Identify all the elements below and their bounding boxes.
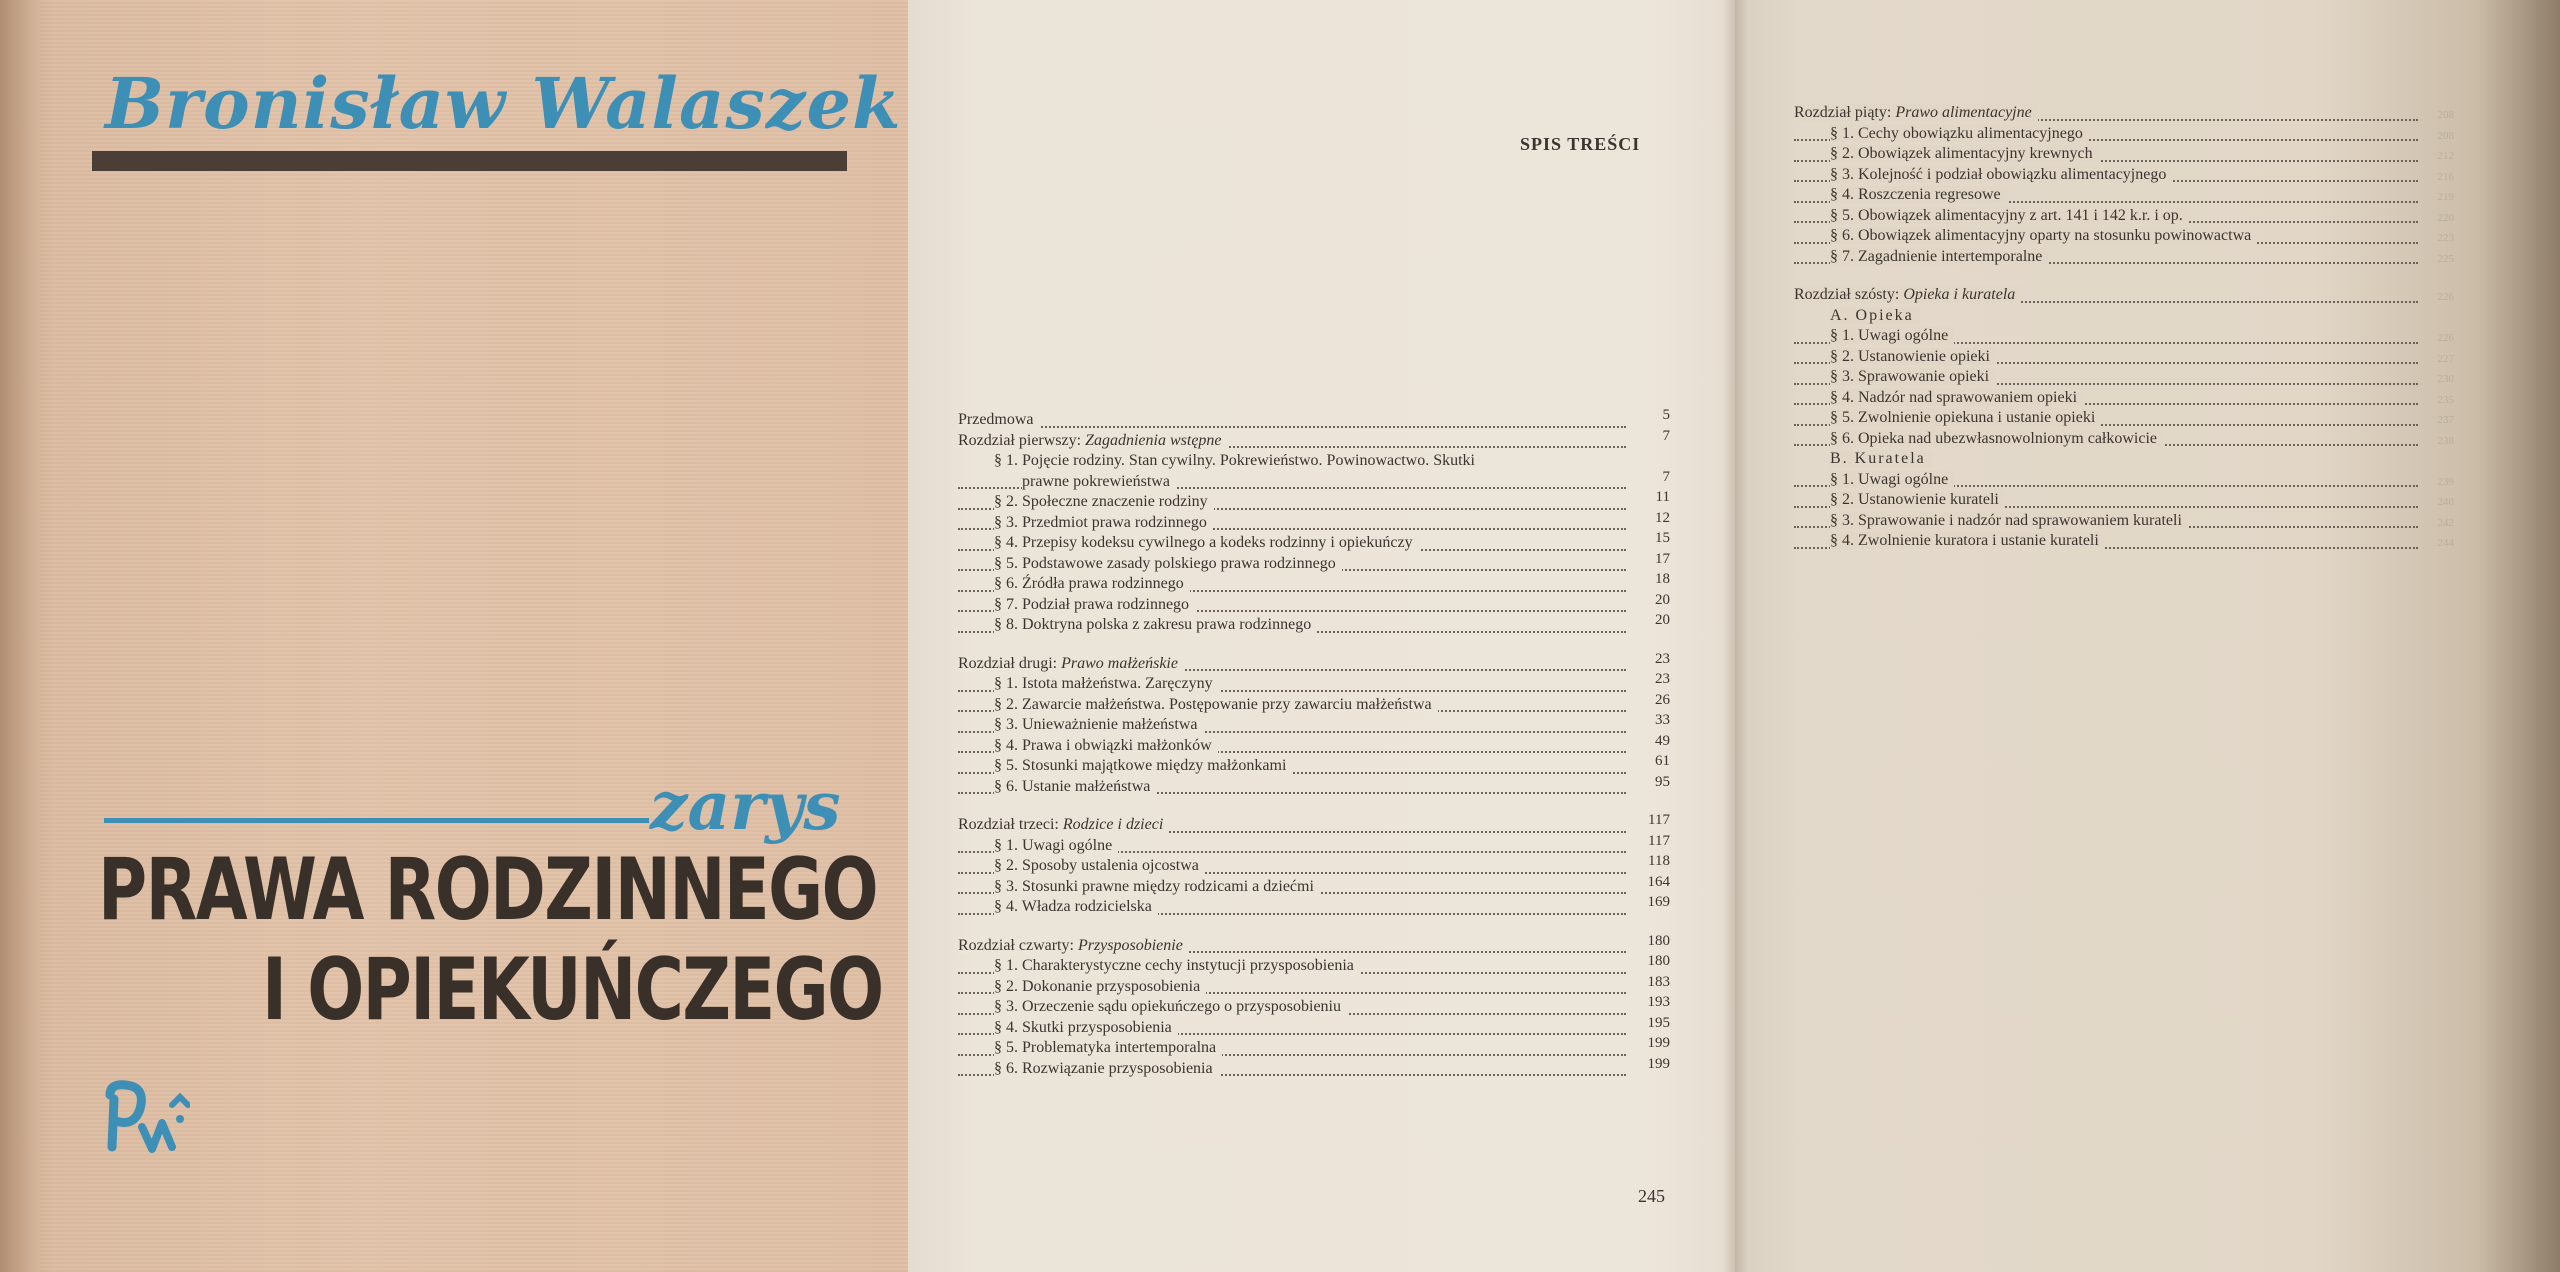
toc-page-number: 33 (1655, 712, 1670, 728)
toc-entry-text: § 6. Źródła prawa rodzinnego (994, 575, 1184, 592)
toc-entry-label (994, 675, 1219, 692)
toc-entry-text: § 1. Pojęcie rodziny. Stan cywilny. Pokrewieństwo. Powinowactwo. Skutki (994, 452, 1475, 469)
toc-entry-label (1830, 327, 1954, 344)
toc-section-row (958, 550, 1670, 575)
toc-page-number: 7 (1662, 468, 1670, 485)
toc-entry-text: § 5. Podstawowe zasady polskiego prawa rodzinnego (994, 554, 1336, 572)
toc-section-row (958, 712, 1670, 736)
toc-chapter-title: Zagadnienia wstępne (1085, 431, 1222, 449)
toc-page-number: 23 (1655, 671, 1670, 687)
toc-entry-label (1830, 450, 1932, 467)
toc-chapter-title: Przysposobienie (1077, 936, 1183, 954)
toc-entry-label (1830, 227, 2257, 244)
toc-entry-label (994, 998, 1347, 1015)
toc-page-number: 227 (2437, 352, 2454, 365)
toc-entry-text: § 1. Charakterystyczne cechy instytucji przysposobienia (994, 957, 1354, 974)
toc-entry-label (994, 534, 1419, 551)
toc-entry-text: § 2. Ustanowienie kurateli (1830, 491, 1999, 508)
toc-entry-label (994, 575, 1190, 592)
toc-section-row (958, 994, 1670, 1018)
toc-page-number: 26 (1655, 691, 1670, 708)
toc-heading: SPIS TREŚCI (1520, 134, 1641, 154)
toc-entry-text: § 6. Obowiązek alimentacyjny oparty na stosunku powinowactwa (1830, 227, 2252, 244)
toc-section-row (1794, 226, 2454, 247)
toc-entry-text: Rozdział piąty: (1794, 104, 1896, 121)
toc-section-row (1794, 326, 2454, 347)
toc-section-row (958, 773, 1670, 798)
toc-entry-text: Rozdział trzeci: (958, 816, 1063, 833)
toc-section-row (1794, 165, 2454, 186)
toc-section-row (958, 451, 1670, 472)
toc-entry-text: § 5. Zwolnienie opiekuna i ustanie opieki (1830, 409, 2096, 426)
toc-page-number: 5 (1662, 407, 1670, 423)
toc-chapter-title: Rodzice i dzieci (1062, 816, 1164, 833)
toc-entry-text: § 5. Problematyka intertemporalna (994, 1039, 1217, 1056)
toc-page-number: 220 (2437, 211, 2454, 224)
toc-entry-label (1022, 473, 1176, 490)
toc-entry-label (1830, 409, 2101, 426)
toc-page-number: 199 (1647, 1055, 1670, 1072)
toc-entry-text: Rozdział czwarty: (958, 936, 1078, 954)
toc-entry-label (1830, 145, 2099, 162)
toc-section-row (1794, 124, 2454, 145)
toc-chapter-row (1794, 103, 2454, 124)
toc-entry-text: § 6. Opieka nad ubezwłasnowolnionym całkowicie (1830, 429, 2158, 447)
toc-subheading-row (1794, 449, 2454, 470)
toc-entry-label (994, 957, 1360, 974)
toc-page-number: 12 (1655, 509, 1670, 526)
toc-entry-label (1830, 186, 2007, 203)
toc-chapter-row (1794, 285, 2454, 306)
toc-spacer (958, 797, 1670, 815)
toc-entry-text: § 1. Istota małżeństwa. Zaręczyny (994, 675, 1213, 692)
toc-section-row (958, 691, 1670, 716)
toc-entry-label (994, 857, 1205, 874)
toc-section-row (958, 1055, 1670, 1080)
toc-entry-label (994, 1019, 1178, 1036)
toc-page-number: 195 (1647, 1014, 1670, 1031)
toc-chapter-row (958, 407, 1670, 431)
toc-entry-label (1830, 389, 2083, 406)
toc-page-number: 180 (1647, 932, 1670, 949)
toc-entry-label (994, 596, 1195, 613)
toc-section-row (958, 732, 1670, 757)
cover-spine-edge (0, 0, 40, 1272)
toc-page-number: 226 (2437, 291, 2454, 303)
toc-entry-label (994, 898, 1158, 915)
toc-page-number: 244 (2437, 537, 2454, 549)
toc-page-number: 18 (1655, 571, 1670, 587)
toc-page-number: 193 (1647, 994, 1670, 1010)
toc-section-row (958, 873, 1670, 898)
toc-entry-text: prawne pokrewieństwa (1022, 472, 1170, 490)
toc-entry-label (1830, 348, 1996, 365)
toc-entry-text: § 3. Sprawowanie i nadzór nad sprawowaniem kurateli (1830, 511, 2182, 529)
toc-entry-text: § 6. Rozwiązanie przysposobienia (994, 1059, 1213, 1077)
toc-entry-label (994, 837, 1118, 854)
toc-section-row (958, 894, 1670, 918)
toc-entry-text: § 2. Zawarcie małżeństwa. Postępowanie przy zawarciu małżeństwa (994, 695, 1432, 713)
author-divider-bar (92, 151, 847, 171)
toc-entry-label (1830, 166, 2172, 183)
toc-entry-text: § 8. Doktryna polska z zakresu prawa rodzinnego (994, 616, 1312, 633)
toc-entry-label (994, 757, 1292, 774)
toc-entry-label (1794, 286, 2021, 303)
toc-entry-text: Rozdział drugi: (958, 654, 1062, 672)
toc-entry-label (994, 737, 1218, 754)
toc-entry-label (1830, 125, 2089, 142)
toc-chapter-title: Prawo małżeńskie (1061, 654, 1178, 672)
toc-entry-text: § 4. Roszczenia regresowe (1830, 186, 2001, 203)
toc-entry-label (994, 452, 1481, 469)
toc-entry-text: § 4. Nadzór nad sprawowaniem opieki (1830, 388, 2078, 406)
toc-entry-label (994, 493, 1214, 510)
subtitle-rule (104, 818, 649, 823)
toc-entry-text: § 2. Sposoby ustalenia ojcostwa (994, 857, 1199, 874)
toc-entry-text: § 3. Sprawowanie opieki (1830, 368, 1990, 385)
toc-entry-text: § 4. Prawa i obwiązki małżonków (994, 736, 1212, 754)
toc-page-number: 208 (2437, 129, 2454, 142)
publisher-logo-icon (100, 1075, 190, 1165)
toc-page-number: 49 (1655, 732, 1670, 749)
toc-entry-text: § 2. Dokonanie przysposobienia (994, 977, 1201, 995)
toc-section-row (1794, 367, 2454, 388)
toc-section-row (958, 468, 1670, 493)
toc-page-number: 117 (1648, 812, 1670, 828)
toc-entry-text: § 2. Ustanowienie opieki (1830, 347, 1990, 365)
toc-entry-label (994, 778, 1156, 795)
toc-entry-label (958, 411, 1040, 428)
toc-entry-text: § 4. Skutki przysposobienia (994, 1018, 1172, 1036)
toc-page-number: 238 (2437, 434, 2454, 447)
toc-entry-text: § 5. Obowiązek alimentacyjny z art. 141 i 142 k.r. i op. (1830, 206, 2183, 224)
toc-entry-text: § 1. Cechy obowiązku alimentacyjnego (1830, 124, 2083, 142)
toc-entry-label (958, 816, 1169, 833)
toc-page-number: 15 (1655, 530, 1670, 546)
toc-entry-label (994, 878, 1320, 895)
toc-section-row (958, 671, 1670, 695)
toc-page-number: 169 (1647, 894, 1670, 910)
toc-entry-label (958, 432, 1228, 449)
toc-chapter-title: Opieka i kuratela (1903, 286, 2016, 303)
toc-entry-label (1830, 248, 2048, 265)
toc-section-row (958, 953, 1670, 977)
toc-entry-text: § 3. Przedmiot prawa rodzinnego (994, 513, 1207, 531)
toc-section-row (958, 853, 1670, 877)
toc-entry-text: § 4. Zwolnienie kuratora i ustanie kurateli (1830, 532, 2099, 549)
toc-entry-text: § 2. Obowiązek alimentacyjny krewnych (1830, 145, 2093, 162)
toc-entry-text: § 4. Władza rodzicielska (994, 898, 1152, 915)
toc-page-number: 226 (2437, 332, 2454, 344)
toc-entry-text: § 3. Kolejność i podział obowiązku alimentacyjnego (1830, 165, 2167, 183)
toc-section-row (1794, 511, 2454, 532)
toc-entry-text: § 7. Zagadnienie intertemporalne (1830, 247, 2043, 265)
toc-entry-label (1830, 207, 2189, 224)
toc-chapter-row (958, 650, 1670, 675)
toc-entry-label (1830, 471, 1954, 488)
toc-entry-label (958, 655, 1184, 672)
toc-page-number: 237 (2437, 414, 2454, 426)
toc-page-number: 20 (1655, 612, 1670, 628)
toc-entry-text: § 3. Unieważnienie małżeństwa (994, 716, 1198, 733)
toc-page-number: 212 (2437, 150, 2454, 162)
toc-page-number: 7 (1662, 427, 1670, 444)
toc-page-number: 183 (1647, 973, 1670, 990)
toc-entry-text: § 5. Stosunki majątkowe między małżonkami (994, 757, 1287, 774)
toc-section-row (1794, 206, 2454, 227)
toc-section-row (958, 509, 1670, 534)
toc-entry-text: Rozdział pierwszy: (958, 431, 1086, 449)
toc-section-row (1794, 247, 2454, 268)
toc-section-row (958, 571, 1670, 595)
toc-entry-label (994, 978, 1206, 995)
toc-page-number: 20 (1655, 591, 1670, 608)
toc-chapter-title: Prawo alimentacyjne (1895, 104, 2032, 121)
toc-page-number: 199 (1647, 1035, 1670, 1051)
toc-subheading-row (1794, 306, 2454, 327)
cover-title-line1: PRAWA RODZINNEGO (98, 840, 878, 940)
toc-entry-text: § 7. Podział prawa rodzinnego (994, 595, 1190, 613)
toc-entry-text: § 2. Społeczne znaczenie rodziny (994, 493, 1208, 510)
toc-entry-label (994, 514, 1213, 531)
toc-entry-label (1830, 430, 2163, 447)
toc-page-number: 235 (2437, 393, 2454, 406)
toc-entry-text: § 6. Ustanie małżeństwa (994, 777, 1151, 795)
toc-page-number: 242 (2437, 516, 2454, 529)
toc-page-number: 118 (1648, 853, 1670, 869)
toc-spacer (958, 918, 1670, 936)
toc-page-number: 95 (1655, 773, 1670, 790)
toc-entry-text: § 4. Przepisy kodeksu cywilnego a kodeks rodzinny i opiekuńczy (994, 534, 1413, 551)
toc-entry-label (1794, 104, 2038, 121)
toc-section-row (958, 832, 1670, 857)
toc-list-right (1794, 103, 2454, 552)
toc-section-row (958, 753, 1670, 777)
toc-section-row (1794, 490, 2454, 511)
toc-page-number: 23 (1655, 650, 1670, 667)
toc-entry-label (1830, 368, 1995, 385)
toc-section-row (1794, 347, 2454, 368)
leader-dots (958, 426, 1626, 428)
toc-entry-label (994, 1060, 1219, 1077)
toc-page-number: 180 (1647, 953, 1670, 969)
toc-page-number: 208 (2437, 109, 2454, 121)
toc-page-number: 223 (2437, 232, 2454, 244)
toc-page-number: 239 (2437, 475, 2454, 488)
toc-entry-text: § 3. Stosunki prawne między rodzicami a dziećmi (994, 877, 1314, 895)
cover-subtitle: zarys (650, 767, 841, 845)
toc-page-number: 17 (1655, 550, 1670, 567)
toc-entry-label (994, 616, 1317, 633)
toc-entry-text: B. Kuratela (1830, 450, 1926, 467)
toc-page-number: 11 (1655, 489, 1670, 505)
toc-section-row (958, 973, 1670, 998)
toc-section-row (1794, 144, 2454, 165)
toc-page-number: 117 (1648, 832, 1670, 849)
toc-entry-label (994, 716, 1203, 733)
page-number: 245 (1638, 1186, 1665, 1206)
cover-author: Bronisław Walaszek (105, 62, 902, 145)
toc-section-row (958, 1014, 1670, 1039)
toc-section-row (1794, 470, 2454, 491)
toc-section-row (958, 530, 1670, 554)
toc-chapter-row (958, 932, 1670, 957)
toc-entry-label (1830, 532, 2105, 549)
toc-entry-text: § 1. Uwagi ogólne (1830, 470, 1949, 488)
toc-section-row (958, 1035, 1670, 1059)
toc-page-number: 230 (2437, 373, 2454, 385)
toc-spacer (1794, 267, 2454, 285)
toc-spacer (958, 636, 1670, 654)
toc-section-row (1794, 185, 2454, 206)
toc-page-number: 225 (2437, 252, 2454, 265)
toc-entry-text: Przedmowa (958, 411, 1034, 428)
toc-section-row (1794, 388, 2454, 409)
toc-entry-label (994, 1039, 1222, 1056)
toc-page-number: 216 (2437, 170, 2454, 183)
toc-entry-label (1830, 491, 2005, 508)
toc-entry-text: Rozdział szósty: (1794, 286, 1904, 303)
toc-chapter-row (958, 427, 1670, 452)
toc-entry-label (958, 937, 1189, 954)
toc-page-number: 164 (1647, 873, 1670, 890)
toc-chapter-row (958, 812, 1670, 836)
cover-title-line2: I OPIEKUŃCZEGO (262, 940, 883, 1040)
toc-section-row (1794, 531, 2454, 552)
toc-entry-label (1830, 512, 2188, 529)
toc-page-number: 219 (2437, 191, 2454, 203)
toc-section-row (958, 591, 1670, 616)
toc-page-number: 240 (2437, 496, 2454, 508)
toc-section-row (1794, 408, 2454, 429)
toc-entry-text: A. Opieka (1830, 306, 1914, 324)
toc-page-number: 61 (1655, 753, 1670, 769)
toc-entry-text: § 1. Uwagi ogólne (1830, 327, 1949, 344)
toc-section-row (958, 612, 1670, 636)
toc-section-row (958, 489, 1670, 513)
toc-section-row (1794, 429, 2454, 450)
toc-entry-label (994, 696, 1438, 713)
toc-entry-label (1830, 307, 1920, 324)
book-gutter (1722, 0, 1748, 1272)
toc-list-left (958, 407, 1670, 1079)
toc-entry-text: § 1. Uwagi ogólne (994, 836, 1113, 854)
book-cover (0, 0, 908, 1272)
toc-entry-text: § 3. Orzeczenie sądu opiekuńczego o przysposobieniu (994, 998, 1341, 1015)
toc-entry-label (994, 555, 1342, 572)
